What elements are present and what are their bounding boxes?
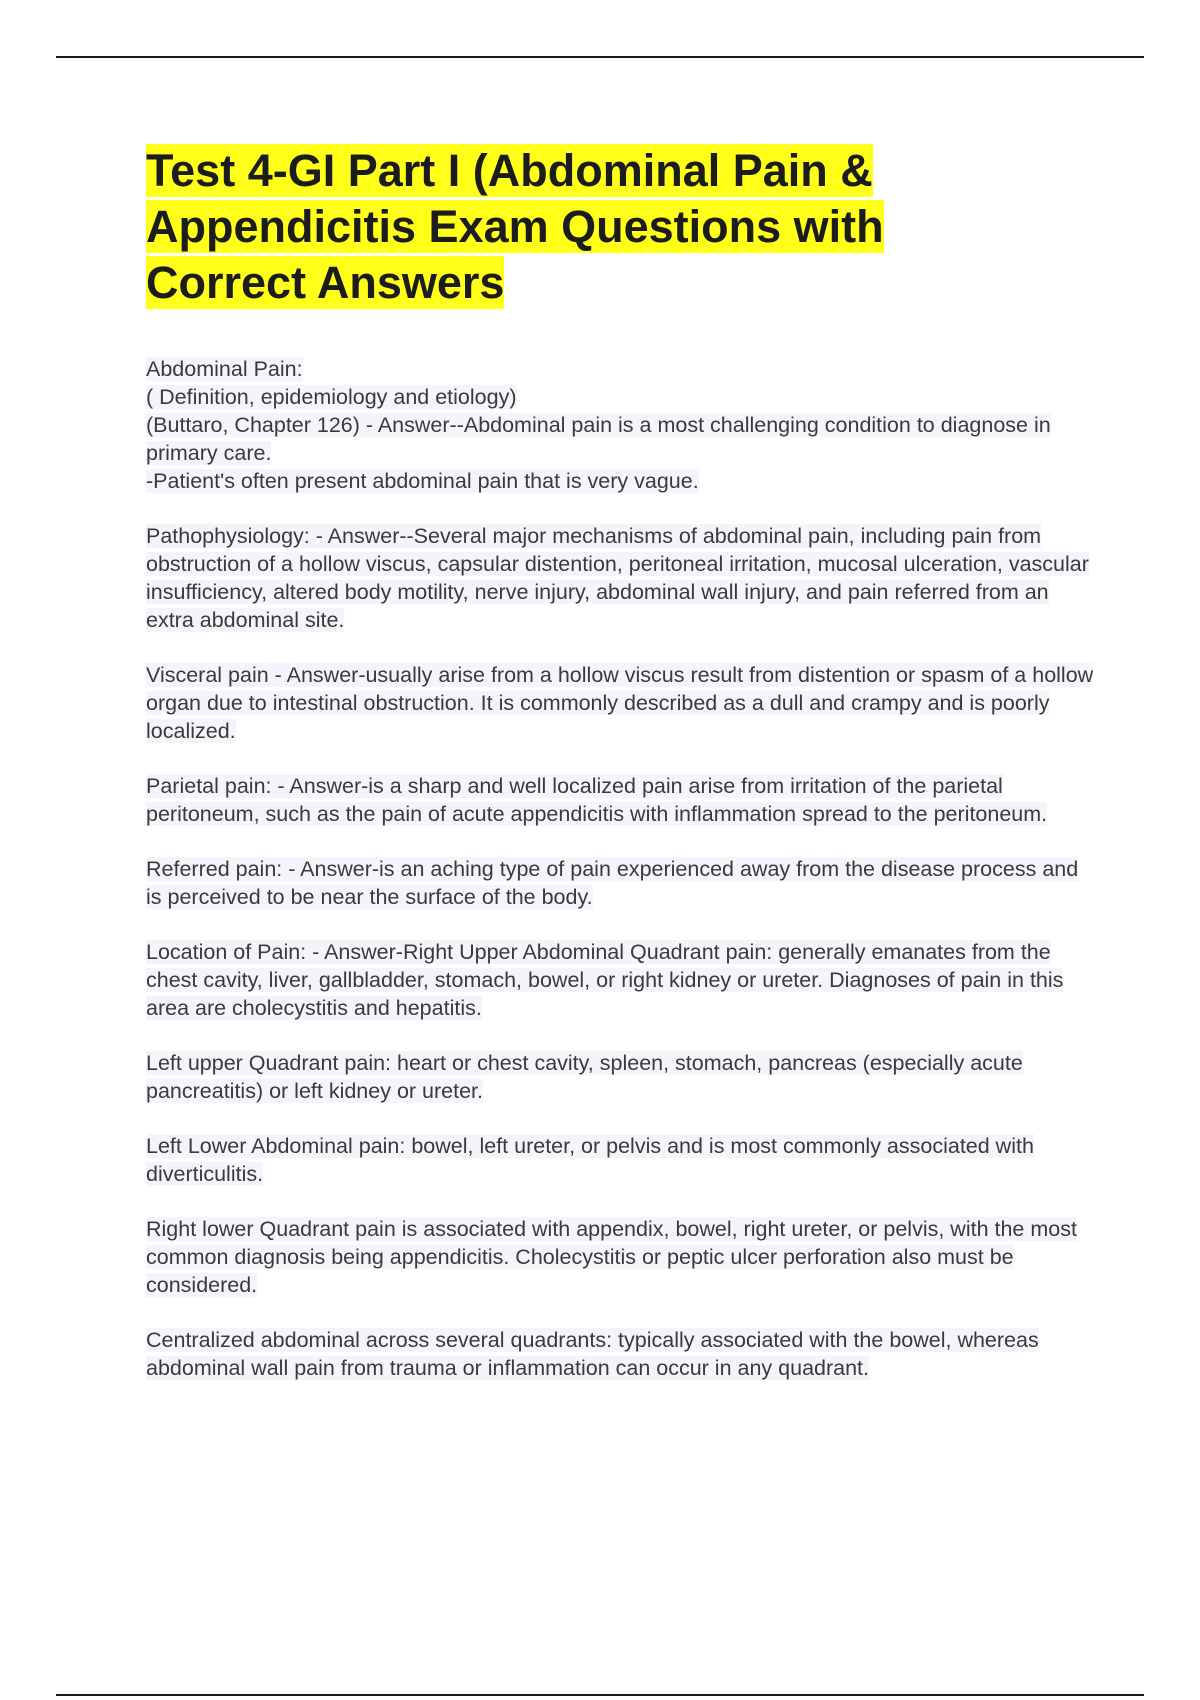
qa-entry-pathophysiology: Pathophysiology: - Answer--Several major mechanisms of abdominal pain, including pain from obstruction of a hollow viscus, capsular distention, peritoneal irritation, mucosal ulceration, vascular insufficiency, altered body motility, nerve injury, abdominal wall injury, and pain referred from an extra abdominal site. bbox=[146, 524, 1089, 632]
qa-entry-visceral-pain: Visceral pain - Answer-usually arise from a hollow viscus result from distention or spasm of a hollow organ due to intestinal obstruction. It is commonly described as a dull and crampy and is poorly localized. bbox=[146, 663, 1094, 743]
top-rule bbox=[56, 56, 1144, 58]
title-text: Test 4-GI Part I (Abdominal Pain & Appendicitis Exam Questions with Correct Answers bbox=[146, 145, 884, 308]
qa-entry-location-of-pain: Location of Pain: - Answer-Right Upper Abdominal Quadrant pain: generally emanates from the chest cavity, liver, gallbladder, stomach, bowel, or right kidney or ureter. Diagnoses of pain in this area are cholecystitis and hepatitis. bbox=[146, 940, 1064, 1020]
qa-entry-right-lower-quadrant: Right lower Quadrant pain is associated with appendix, bowel, right ureter, or pelvis, with the most common diagnosis being appendicitis. Cholecystitis or peptic ulcer perforation also must be considered. bbox=[146, 1217, 1077, 1297]
qa-entry-abdominal-pain: Abdominal Pain: ( Definition, epidemiology and etiology) (Buttaro, Chapter 126) - Answer--Abdominal pain is a most challenging condition to diagnose in primary care. -Patient's often present abdominal pain that is very vague. bbox=[146, 357, 1051, 493]
qa-entry-left-upper-quadrant: Left upper Quadrant pain: heart or chest cavity, spleen, stomach, pancreas (especially acute pancreatitis) or left kidney or ureter. bbox=[146, 1051, 1023, 1103]
qa-entry-parietal-pain: Parietal pain: - Answer-is a sharp and well localized pain arise from irritation of the parietal peritoneum, such as the pain of acute appendicitis with inflammation spread to the peritoneum. bbox=[146, 774, 1048, 826]
document-body bbox=[146, 143, 1096, 1409]
document-title bbox=[146, 143, 986, 311]
qa-entry-left-lower-abdominal: Left Lower Abdominal pain: bowel, left ureter, or pelvis and is most commonly associated with diverticulitis. bbox=[146, 1134, 1034, 1186]
qa-entry-centralized-abdominal: Centralized abdominal across several quadrants: typically associated with the bowel, whereas abdominal wall pain from trauma or inflammation can occur in any quadrant. bbox=[146, 1328, 1039, 1380]
bottom-rule bbox=[56, 1694, 1144, 1696]
qa-entry-referred-pain: Referred pain: - Answer-is an aching type of pain experienced away from the disease process and is perceived to be near the surface of the body. bbox=[146, 857, 1079, 909]
